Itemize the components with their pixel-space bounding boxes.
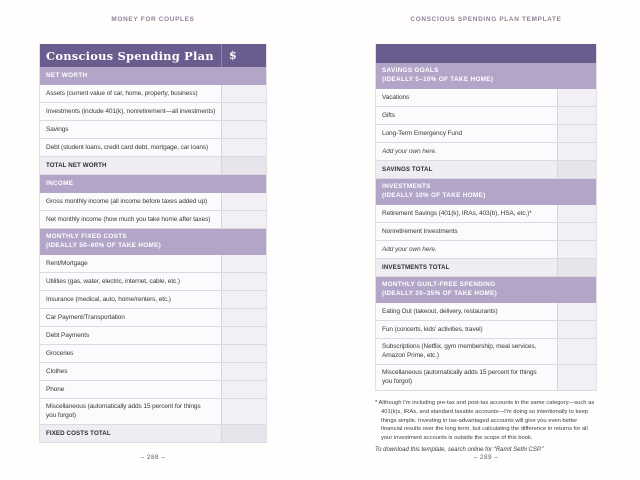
row-label: Nonretirement Investments [382, 228, 458, 235]
item-row [376, 143, 596, 161]
section-header-row [376, 277, 596, 303]
row-label-cell [40, 85, 221, 102]
row-label: Long-Term Emergency Fund [382, 130, 462, 137]
row-label: Fun (concerts, kids’ activities, travel) [382, 326, 483, 333]
amount-cell [557, 223, 596, 240]
total-row [376, 161, 596, 179]
section-header-row [40, 229, 266, 255]
item-row [376, 205, 596, 223]
amount-cell [557, 277, 596, 303]
footnote: * Although I'm including pre-tax and post-tax accounts in the same category—such as 401(k)s, IRAs, and standard taxable accounts—I'm doing so intentionally to keep things simple. Investing in tax-advantaged accounts will give you even better financial results over the long term, but calculating the difference in returns for all your investment accounts is outside the scope of this book. [375, 400, 595, 442]
row-label: Utilities (gas, water, electric, internet, cable, etc.) [46, 278, 180, 285]
row-label-cell [40, 381, 221, 398]
amount-cell [557, 44, 596, 63]
row-label: Vacations [382, 94, 410, 101]
row-label-cell [40, 399, 221, 424]
row-label-cell [376, 125, 557, 142]
item-row [40, 363, 266, 381]
amount-cell [221, 255, 266, 272]
item-row [40, 85, 266, 103]
amount-cell [557, 63, 596, 89]
section-header-row [40, 67, 266, 85]
amount-cell [221, 211, 266, 228]
item-row [376, 223, 596, 241]
conscious-spending-plan-table [39, 44, 267, 443]
amount-cell [221, 193, 266, 210]
amount-cell [557, 205, 596, 222]
amount-cell [221, 425, 266, 442]
row-label-cell [376, 321, 557, 338]
row-label-cell [40, 103, 221, 120]
row-label: Rent/Mortgage [46, 260, 88, 267]
item-row [376, 321, 596, 339]
page-number-left: – 288 – [140, 454, 166, 461]
row-sublabel: (IDEALLY 20–35% OF TAKE HOME) [382, 290, 498, 297]
row-label: Debt (student loans, credit card debt, mortgage, car loans) [46, 144, 209, 151]
item-row [376, 339, 596, 365]
row-label-cell [40, 229, 221, 255]
running-head-left: MONEY FOR COUPLES [111, 16, 195, 23]
download-note: To download this template, search online for “Ramit Sethi CSP.” [375, 447, 544, 453]
amount-cell [557, 89, 596, 106]
row-label: Subscriptions (Netflix, gym membership, meal services, Amazon Prime, etc.) [382, 343, 537, 359]
item-row [40, 255, 266, 273]
amount-cell [557, 125, 596, 142]
row-label-cell [376, 277, 557, 303]
item-row [40, 273, 266, 291]
item-row [40, 309, 266, 327]
row-label: NET WORTH [46, 71, 88, 79]
row-label: Net monthly income (how much you take home after taxes) [46, 216, 211, 223]
row-label: Assets (current value of car, home, property, business) [46, 90, 198, 97]
section-header-row [376, 63, 596, 89]
amount-cell [221, 291, 266, 308]
row-label-cell [40, 44, 221, 67]
row-label-cell [376, 89, 557, 106]
row-sublabel: (IDEALLY 10% OF TAKE HOME) [382, 192, 486, 199]
row-label-cell [376, 44, 557, 63]
item-row [376, 89, 596, 107]
amount-cell [221, 103, 266, 120]
row-label-cell [376, 161, 557, 178]
row-label-cell [40, 345, 221, 362]
row-label-cell [40, 157, 221, 174]
row-label: Phone [46, 386, 65, 393]
spending-plan-table-continued [375, 44, 597, 391]
row-label: Add your own here. [382, 148, 437, 155]
row-sublabel: (IDEALLY 5–10% OF TAKE HOME) [382, 76, 494, 83]
total-row [40, 425, 266, 443]
amount-cell [557, 321, 596, 338]
item-row [40, 103, 266, 121]
row-label: FIXED COSTS TOTAL [46, 430, 111, 437]
amount-cell [557, 339, 596, 364]
row-label: SAVINGS TOTAL [382, 166, 433, 173]
row-label-cell [376, 303, 557, 320]
row-label-cell [40, 363, 221, 380]
amount-cell [221, 157, 266, 174]
amount-cell [557, 161, 596, 178]
row-label-cell [376, 179, 557, 205]
row-label-cell [376, 223, 557, 240]
row-label: MONTHLY GUILT-FREE SPENDING [382, 281, 496, 289]
row-label-cell [40, 193, 221, 210]
row-label-cell [376, 143, 557, 160]
row-label-cell [376, 365, 557, 390]
row-label: Insurance (medical, auto, home/renters, etc.) [46, 296, 171, 303]
amount-cell [221, 229, 266, 255]
total-row [376, 259, 596, 277]
row-label: MONTHLY FIXED COSTS [46, 233, 127, 241]
item-row [376, 241, 596, 259]
item-row [40, 193, 266, 211]
amount-cell [557, 365, 596, 390]
amount-cell [221, 381, 266, 398]
amount-cell [221, 399, 266, 424]
row-label: Clothes [46, 368, 68, 375]
section-header-row [376, 179, 596, 205]
amount-cell [221, 363, 266, 380]
row-label-cell [376, 107, 557, 124]
amount-cell [557, 241, 596, 258]
row-label: Retirement Savings (401(k), IRAs, 403(b), HSA, etc.)* [382, 210, 532, 217]
amount-cell [557, 107, 596, 124]
row-label-cell [40, 255, 221, 272]
table-title-row [40, 44, 266, 67]
row-label: INVESTMENTS TOTAL [382, 264, 450, 271]
row-label-cell [376, 241, 557, 258]
item-row [40, 121, 266, 139]
row-label: TOTAL NET WORTH [46, 162, 107, 169]
row-label-cell [40, 291, 221, 308]
row-label: Car Payment/Transportation [46, 314, 125, 321]
amount-cell [221, 309, 266, 326]
amount-cell [221, 139, 266, 156]
item-row [40, 291, 266, 309]
row-label-cell [40, 425, 221, 442]
amount-cell [557, 303, 596, 320]
item-row [376, 365, 596, 391]
row-label-cell [40, 67, 221, 85]
row-label: Conscious Spending Plan [46, 48, 214, 63]
row-label-cell [376, 259, 557, 276]
item-row [40, 345, 266, 363]
row-label-cell [376, 339, 557, 364]
page-number-right: – 289 – [473, 454, 499, 461]
amount-cell [557, 259, 596, 276]
total-row [40, 157, 266, 175]
row-label: Investments (include 401(k), nonretirement—all investments) [46, 108, 216, 115]
row-label: Debt Payments [46, 332, 90, 339]
row-label-cell [40, 121, 221, 138]
item-row [40, 211, 266, 229]
amount-cell [221, 175, 266, 193]
row-label-cell [40, 139, 221, 156]
amount-cell [557, 179, 596, 205]
row-label: Groceries [46, 350, 74, 357]
row-label: Miscellaneous (automatically adds 15 percent for things you forgot) [46, 403, 201, 419]
amount-cell [221, 345, 266, 362]
amount-cell [221, 273, 266, 290]
table-header-bar [376, 44, 596, 63]
row-label: Savings [46, 126, 69, 133]
row-label: Add your own here. [382, 246, 437, 253]
item-row [40, 139, 266, 157]
item-row [40, 327, 266, 345]
row-label: INVESTMENTS [382, 183, 431, 191]
item-row [40, 381, 266, 399]
row-label: Eating Out (takeout, delivery, restaurants) [382, 308, 498, 315]
row-label: Gifts [382, 112, 395, 119]
row-label: SAVINGS GOALS [382, 67, 439, 75]
amount-cell [221, 327, 266, 344]
row-label: Gross monthly income (all income before taxes added up) [46, 198, 208, 205]
right-page [375, 0, 597, 480]
currency-column-header: $ [221, 44, 266, 67]
amount-cell [221, 67, 266, 85]
row-label-cell [40, 211, 221, 228]
item-row [40, 399, 266, 425]
section-header-row [40, 175, 266, 193]
row-label: Miscellaneous (automatically adds 15 percent for things you forgot) [382, 369, 537, 385]
amount-cell [221, 121, 266, 138]
row-label: INCOME [46, 179, 74, 187]
item-row [376, 107, 596, 125]
row-label-cell [376, 205, 557, 222]
row-label-cell [376, 63, 557, 89]
amount-cell [557, 143, 596, 160]
running-head-right: CONSCIOUS SPENDING PLAN TEMPLATE [410, 16, 562, 23]
row-label-cell [40, 327, 221, 344]
item-row [376, 303, 596, 321]
amount-cell [221, 85, 266, 102]
left-page [39, 0, 267, 480]
row-label-cell [40, 175, 221, 193]
row-label-cell [40, 309, 221, 326]
row-sublabel: (IDEALLY 50–60% OF TAKE HOME) [46, 242, 162, 249]
item-row [376, 125, 596, 143]
row-label-cell [40, 273, 221, 290]
